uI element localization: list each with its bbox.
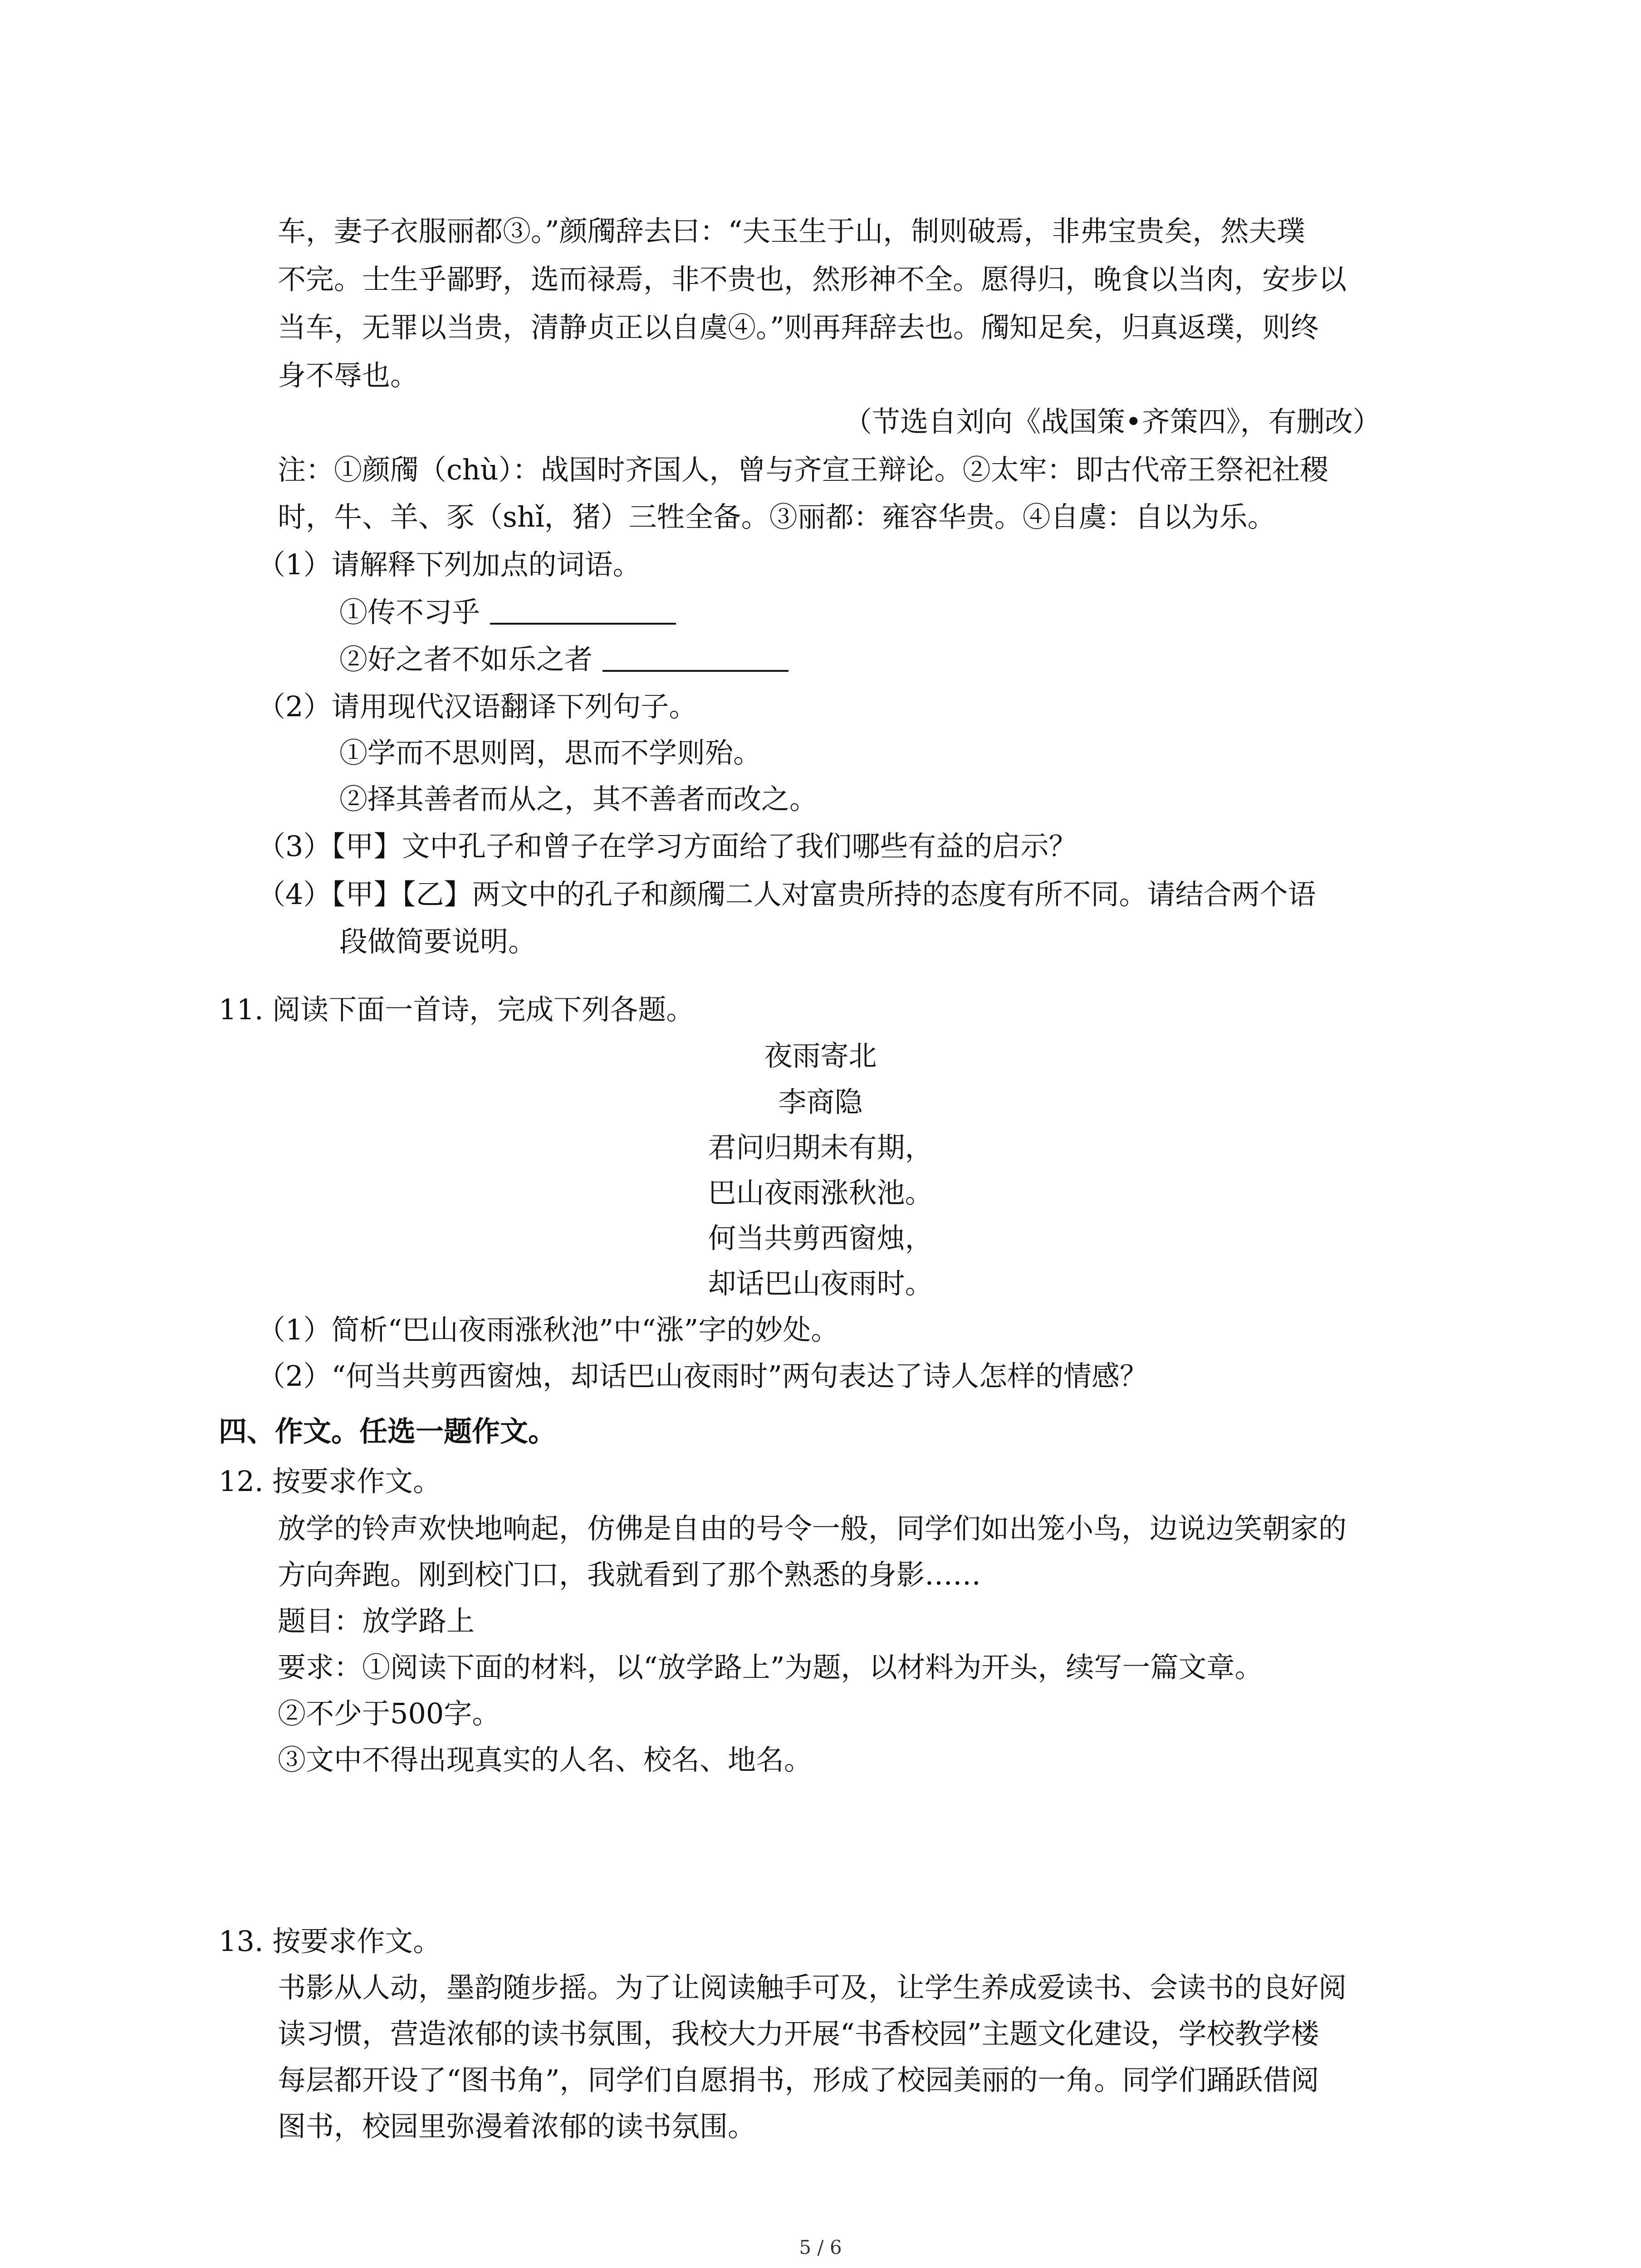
q12-requirement: 要求：①阅读下面的材料，以“放学路上”为题，以材料为开头，续写一篇文章。 bbox=[278, 1651, 1263, 1684]
section-heading: 四、作文。任选一题作文。 bbox=[219, 1415, 557, 1448]
q11-stem: 11. 阅读下面一首诗，完成下列各题。 bbox=[219, 993, 695, 1026]
q10-sub1-item bbox=[0, 594, 1641, 631]
q12-requirement: ②不少于500字。 bbox=[278, 1697, 500, 1730]
q11-sub1: （1）简析“巴山夜雨涨秋池”中“涨”字的妙处。 bbox=[257, 1313, 839, 1346]
q12-requirement: ③文中不得出现真实的人名、校名、地名。 bbox=[278, 1743, 813, 1776]
q13-material: 每层都开设了“图书角”，同学们自愿捐书，形成了校园美丽的一角。同学们踊跃借阅 bbox=[278, 2063, 1319, 2097]
q13-material: 书影从人动，墨韵随步摇。为了让阅读触手可及，让学生养成爱读书、会读书的良好阅 bbox=[278, 1971, 1347, 2004]
q10-sub3: （3）【甲】文中孔子和曾子在学习方面给了我们哪些有益的启示？ bbox=[257, 830, 1077, 863]
poem-line: 巴山夜雨涨秋池。 bbox=[708, 1176, 933, 1209]
q11-sub2: （2）“何当共剪西窗烛，却话巴山夜雨时”两句表达了诗人怎样的情感？ bbox=[257, 1359, 1148, 1393]
poem-line: 却话巴山夜雨时。 bbox=[708, 1267, 933, 1300]
q12-stem: 12. 按要求作文。 bbox=[219, 1465, 441, 1498]
q13-stem: 13. 按要求作文。 bbox=[219, 1925, 441, 1958]
answer-blank bbox=[490, 623, 676, 625]
poem-author: 李商隐 bbox=[778, 1085, 863, 1119]
q10-sub4: （4）【甲】【乙】两文中的孔子和颜斶二人对富贵所持的态度有所不同。请结合两个语 bbox=[257, 878, 1316, 911]
q12-material: 放学的铃声欢快地响起，仿佛是自由的号令一般，同学们如出笼小鸟，边说边笑朝家的 bbox=[278, 1512, 1347, 1545]
q10-sub1: （1）请解释下列加点的词语。 bbox=[257, 548, 641, 581]
q10-sub4-cont: 段做简要说明。 bbox=[339, 925, 537, 958]
q12-material: 方向奔跑。刚到校门口，我就看到了那个熟悉的身影…… bbox=[278, 1558, 981, 1591]
q10-sub2-item: ①学而不思则罔，思而不学则殆。 bbox=[339, 736, 762, 769]
passage-line: 车，妻子衣服丽都③。”颜斶辞去曰：“夫玉生于山，制则破焉，非弗宝贵矣，然夫璞 bbox=[278, 215, 1305, 248]
passage-note: 时，牛、羊、豕（shǐ，猪）三牲全备。③丽都：雍容华贵。④自虞：自以为乐。 bbox=[278, 500, 1276, 533]
passage-note: 注：①颜斶（chù）：战国时齐国人，曾与齐宣王辩论。②太牢：即古代帝王祭祀社稷 bbox=[278, 453, 1328, 486]
q13-material: 图书，校园里弥漫着浓郁的读书氛围。 bbox=[278, 2110, 756, 2143]
passage-line: 身不辱也。 bbox=[278, 359, 419, 392]
q10-sub1-item-text: ②好之者不如乐之者 bbox=[339, 643, 593, 676]
poem-title: 夜雨寄北 bbox=[764, 1039, 877, 1072]
passage-line: 不完。士生乎鄙野，选而禄焉，非不贵也，然形神不全。愿得归，晚食以当肉，安步以 bbox=[278, 263, 1347, 296]
passage-line: 当车，无罪以当贵，清静贞正以自虞④。”则再拜辞去也。斶知足矣，归真返璞，则终 bbox=[278, 311, 1319, 344]
poem-line: 何当共剪西窗烛， bbox=[708, 1222, 933, 1255]
poem-line: 君问归期未有期， bbox=[708, 1131, 933, 1164]
q13-material: 读习惯，营造浓郁的读书氛围，我校大力开展“书香校园”主题文化建设，学校教学楼 bbox=[278, 2017, 1319, 2050]
passage-source: （节选自刘向《战国策•齐策四》，有删改） bbox=[844, 405, 1381, 438]
q12-title: 题目：放学路上 bbox=[278, 1604, 475, 1637]
q10-sub1-item bbox=[0, 641, 1641, 678]
page-number: 5 / 6 bbox=[799, 2236, 842, 2258]
q10-sub1-item-text: ①传不习乎 bbox=[339, 596, 480, 629]
q10-sub2-item: ②择其善者而从之，其不善者而改之。 bbox=[339, 782, 818, 816]
q10-sub2: （2）请用现代汉语翻译下列句子。 bbox=[257, 690, 697, 723]
answer-blank bbox=[603, 670, 789, 672]
